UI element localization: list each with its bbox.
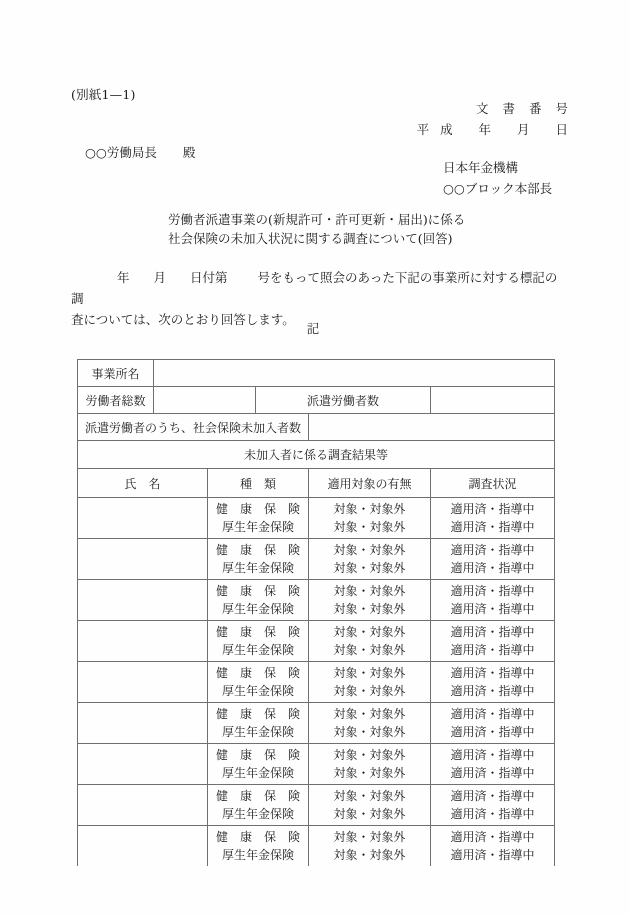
row-applicable-cell[interactable] — [309, 621, 431, 662]
row-applicable-cell[interactable] — [309, 785, 431, 826]
document-date-line: 平成 年 月 日 — [416, 122, 579, 137]
row-applicable-cell[interactable] — [309, 826, 431, 867]
row-status-cell[interactable] — [431, 498, 555, 539]
row-applicable-pension: 対象・対象外 — [333, 684, 406, 698]
page-title — [168, 210, 465, 248]
row-applicable-health: 対象・対象外 — [333, 543, 406, 557]
row-status-cell[interactable] — [431, 621, 555, 662]
row-applicable-pension: 対象・対象外 — [333, 520, 406, 534]
row-name-cell[interactable] — [78, 785, 208, 826]
row-type-health: 健 康 保 険 — [215, 584, 300, 598]
row-type-pension: 厚生年金保険 — [221, 807, 294, 821]
addressee-line — [85, 143, 195, 161]
row-status-health: 適用済・指導中 — [450, 789, 535, 803]
row-type-cell — [208, 785, 309, 826]
row-status-health: 適用済・指導中 — [450, 707, 535, 721]
table-row-office-name — [78, 360, 555, 387]
table-row — [78, 621, 555, 662]
column-header-applicable: 適用対象の有無 — [309, 469, 431, 498]
section-header: 未加入者に係る調査結果等 — [78, 441, 555, 469]
row-type-cell — [208, 580, 309, 621]
row-status-health: 適用済・指導中 — [450, 543, 535, 557]
page-title-line-2: 社会保険の未加入状況に関する調査について(回答) — [168, 231, 453, 246]
row-applicable-pension: 対象・対象外 — [333, 848, 406, 862]
addressee-honorific: 殿 — [182, 145, 196, 160]
row-status-pension: 適用済・指導中 — [450, 643, 535, 657]
row-applicable-pension: 対象・対象外 — [333, 602, 406, 616]
row-status-cell[interactable] — [431, 662, 555, 703]
body-text-tail: 号をもって照会のあった下記の事業所に対する標記の調 — [71, 270, 558, 306]
row-status-pension: 適用済・指導中 — [450, 766, 535, 780]
record-mark: 記 — [306, 321, 320, 336]
row-status-pension: 適用済・指導中 — [450, 561, 535, 575]
row-applicable-pension: 対象・対象外 — [333, 766, 406, 780]
row-status-pension: 適用済・指導中 — [450, 684, 535, 698]
row-status-pension: 適用済・指導中 — [450, 848, 535, 862]
row-type-cell — [208, 744, 309, 785]
row-status-health: 適用済・指導中 — [450, 625, 535, 639]
row-type-pension: 厚生年金保険 — [221, 520, 294, 534]
row-type-health: 健 康 保 険 — [215, 666, 300, 680]
row-applicable-cell[interactable] — [309, 539, 431, 580]
row-type-pension: 厚生年金保険 — [221, 766, 294, 780]
row-type-pension: 厚生年金保険 — [221, 684, 294, 698]
issuer-organization: 日本年金機構 — [443, 160, 519, 175]
row-type-pension: 厚生年金保険 — [221, 643, 294, 657]
row-applicable-health: 対象・対象外 — [333, 830, 406, 844]
row-status-pension: 適用済・指導中 — [450, 602, 535, 616]
row-applicable-cell[interactable] — [309, 744, 431, 785]
table-row — [78, 662, 555, 703]
row-applicable-health: 対象・対象外 — [333, 502, 406, 516]
page-title-line-1: 労働者派遣事業の(新規許可・許可更新・届出)に係る — [168, 212, 466, 227]
row-type-health: 健 康 保 険 — [215, 789, 300, 803]
column-header-type: 種 類 — [208, 469, 309, 498]
row-type-pension: 厚生年金保険 — [221, 848, 294, 862]
row-applicable-pension: 対象・対象外 — [333, 561, 406, 575]
row-status-cell[interactable] — [431, 539, 555, 580]
total-workers-value[interactable] — [154, 387, 256, 414]
table-row-uninsured-count — [78, 414, 555, 441]
row-status-health: 適用済・指導中 — [450, 666, 535, 680]
table-row — [78, 703, 555, 744]
total-workers-label: 労働者総数 — [78, 387, 154, 414]
uninsured-count-value[interactable] — [309, 414, 555, 441]
row-status-cell[interactable] — [431, 826, 555, 867]
row-type-cell — [208, 662, 309, 703]
table-row — [78, 498, 555, 539]
table-row — [78, 785, 555, 826]
row-applicable-health: 対象・対象外 — [333, 666, 406, 680]
row-status-pension: 適用済・指導中 — [450, 725, 535, 739]
row-type-health: 健 康 保 険 — [215, 543, 300, 557]
row-type-cell — [208, 621, 309, 662]
row-status-health: 適用済・指導中 — [450, 748, 535, 762]
attachment-number: (別紙1—1) — [71, 87, 136, 102]
table-row-column-headers — [78, 469, 555, 498]
row-name-cell[interactable] — [78, 498, 208, 539]
table-row — [78, 539, 555, 580]
row-type-health: 健 康 保 険 — [215, 625, 300, 639]
document-meta-block — [416, 98, 582, 140]
row-applicable-pension: 対象・対象外 — [333, 807, 406, 821]
issuer-title: ○○ブロック本部長 — [443, 181, 553, 196]
row-applicable-pension: 対象・対象外 — [333, 725, 406, 739]
row-applicable-health: 対象・対象外 — [333, 625, 406, 639]
column-header-name: 氏 名 — [78, 469, 208, 498]
row-applicable-health: 対象・対象外 — [333, 584, 406, 598]
row-name-cell[interactable] — [78, 662, 208, 703]
row-type-pension: 厚生年金保険 — [221, 561, 294, 575]
row-status-cell[interactable] — [431, 785, 555, 826]
row-applicable-cell[interactable] — [309, 580, 431, 621]
table-row — [78, 826, 555, 867]
row-name-cell[interactable] — [78, 621, 208, 662]
dispatched-workers-value[interactable] — [431, 387, 555, 414]
body-year: 年 — [117, 270, 130, 285]
addressee-name: ○○労働局長 — [85, 145, 157, 160]
row-applicable-pension: 対象・対象外 — [333, 643, 406, 657]
row-type-health: 健 康 保 険 — [215, 502, 300, 516]
row-status-health: 適用済・指導中 — [450, 502, 535, 516]
row-status-cell[interactable] — [431, 703, 555, 744]
office-name-value[interactable] — [154, 360, 555, 387]
row-name-cell[interactable] — [78, 703, 208, 744]
row-status-health: 適用済・指導中 — [450, 584, 535, 598]
row-applicable-cell[interactable] — [309, 662, 431, 703]
row-applicable-health: 対象・対象外 — [333, 707, 406, 721]
row-name-cell[interactable] — [78, 539, 208, 580]
row-applicable-cell[interactable] — [309, 703, 431, 744]
dispatched-workers-label: 派遣労働者数 — [256, 387, 431, 414]
row-applicable-health: 対象・対象外 — [333, 748, 406, 762]
row-type-cell — [208, 498, 309, 539]
uninsured-count-label: 派遣労働者のうち、社会保険未加入者数 — [78, 414, 309, 441]
table-row-worker-counts — [78, 387, 555, 414]
table-row — [78, 744, 555, 785]
issuer-block — [443, 157, 552, 199]
row-type-pension: 厚生年金保険 — [221, 725, 294, 739]
row-type-health: 健 康 保 険 — [215, 748, 300, 762]
column-header-status: 調査状況 — [431, 469, 555, 498]
body-text-line2: 査については、次のとおり回答します。 — [71, 312, 295, 327]
row-name-cell[interactable] — [78, 744, 208, 785]
row-name-cell[interactable] — [78, 826, 208, 867]
row-name-cell[interactable] — [78, 580, 208, 621]
row-status-cell[interactable] — [431, 744, 555, 785]
row-type-health: 健 康 保 険 — [215, 707, 300, 721]
table-row-section-header — [78, 441, 555, 469]
row-applicable-health: 対象・対象外 — [333, 789, 406, 803]
office-name-label: 事業所名 — [78, 360, 154, 387]
row-type-pension: 厚生年金保険 — [221, 602, 294, 616]
table-row — [78, 580, 555, 621]
row-status-pension: 適用済・指導中 — [450, 520, 535, 534]
row-type-cell — [208, 826, 309, 867]
row-status-cell[interactable] — [431, 580, 555, 621]
document-number-label: 文書番号 — [475, 101, 582, 116]
row-applicable-cell[interactable] — [309, 498, 431, 539]
row-type-health: 健 康 保 険 — [215, 830, 300, 844]
row-status-health: 適用済・指導中 — [450, 830, 535, 844]
survey-form-table — [77, 359, 555, 866]
row-type-cell — [208, 703, 309, 744]
row-status-pension: 適用済・指導中 — [450, 807, 535, 821]
row-type-cell — [208, 539, 309, 580]
body-day-number: 日付第 — [190, 270, 228, 285]
body-month: 月 — [153, 270, 167, 285]
